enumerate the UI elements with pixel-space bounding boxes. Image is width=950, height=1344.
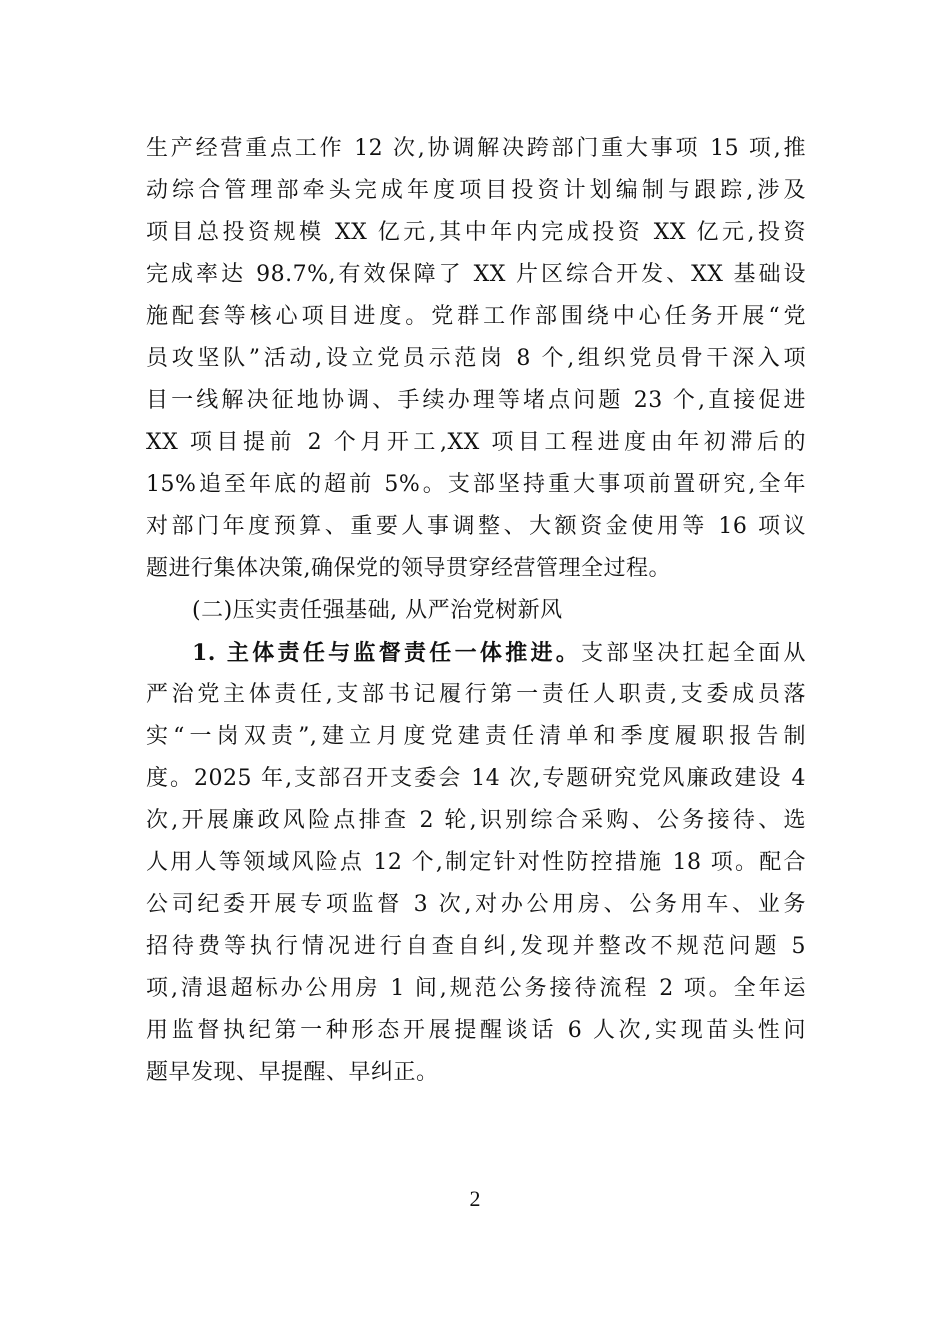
text-line: 目一线解决征地协调、手续办理等堵点问题 23 个,直接促进 — [146, 388, 806, 413]
text-line: 施配套等核心项目进度。党群工作部围绕中心任务开展“党 — [146, 304, 806, 329]
page-number: 2 — [469, 1186, 481, 1211]
text-line: 生产经营重点工作 12 次,协调解决跨部门重大事项 15 项,推 — [146, 136, 806, 161]
text-line: 动综合管理部牵头完成年度项目投资计划编制与跟踪,涉及 — [146, 178, 806, 203]
text-line: XX 项目提前 2 个月开工,XX 项目工程进度由年初滞后的 — [146, 430, 806, 455]
text-line: 公司纪委开展专项监督 3 次,对办公用房、公务用车、业务 — [146, 892, 806, 917]
text-line: 对部门年度预算、重要人事调整、大额资金使用等 16 项议 — [146, 514, 806, 539]
paragraph-lead-text: 支部坚决扛起全面从 — [581, 641, 806, 666]
text-line: 用监督执纪第一种形态开展提醒谈话 6 人次,实现苗头性问 — [146, 1018, 806, 1043]
text-line: 15%追至年底的超前 5%。支部坚持重大事项前置研究,全年 — [146, 472, 806, 497]
paragraph-2-first-line — [146, 632, 806, 674]
text-line: 度。2025 年,支部召开支委会 14 次,专题研究党风廉政建设 4 — [146, 766, 806, 791]
section-heading: (二)压实责任强基础, 从严治党树新风 — [192, 598, 563, 623]
text-line: 招待费等执行情况进行自查自纠,发现并整改不规范问题 5 — [146, 934, 806, 959]
text-line: 项目总投资规模 XX 亿元,其中年内完成投资 XX 亿元,投资 — [146, 220, 806, 245]
paragraph-lead-title: 1. 主体责任与监督责任一体推进。 — [192, 640, 582, 666]
document-body — [146, 128, 806, 1094]
text-line: 次,开展廉政风险点排查 2 轮,识别综合采购、公务接待、选 — [146, 808, 806, 833]
text-line: 题早发现、早提醒、早纠正。 — [146, 1060, 439, 1085]
text-line: 项,清退超标办公用房 1 间,规范公务接待流程 2 项。全年运 — [146, 976, 806, 1001]
text-line: 完成率达 98.7%,有效保障了 XX 片区综合开发、XX 基础设 — [146, 262, 806, 287]
paragraph-2 — [146, 632, 806, 1094]
text-line: 严治党主体责任,支部书记履行第一责任人职责,支委成员落 — [146, 682, 806, 707]
text-line: 人用人等领域风险点 12 个,制定针对性防控措施 18 项。配合 — [146, 850, 806, 875]
text-line: 员攻坚队”活动,设立党员示范岗 8 个,组织党员骨干深入项 — [146, 346, 806, 371]
text-line: 实“一岗双责”,建立月度党建责任清单和季度履职报告制 — [146, 724, 806, 749]
text-line: 题进行集体决策,确保党的领导贯穿经营管理全过程。 — [146, 556, 671, 581]
paragraph-1 — [146, 128, 806, 590]
